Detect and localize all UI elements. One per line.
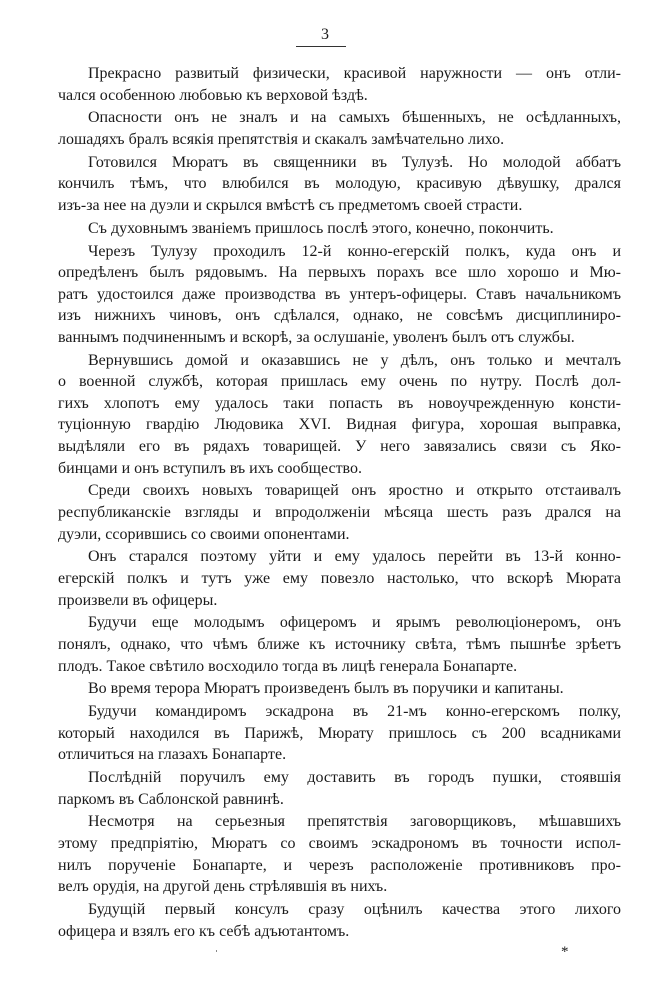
text-line: кончилъ тѣмъ, что влюбился въ молодую, красивую дѣвушку, дрался xyxy=(58,175,621,193)
text-line: выдѣляли его въ рядахъ товарищей. У него завязались связи съ Яко- xyxy=(58,438,621,456)
paragraph xyxy=(58,767,621,810)
text-line: плодъ. Такое свѣтило восходило тогда въ лицѣ генерала Бонапарте. xyxy=(58,657,518,675)
paragraph xyxy=(58,899,621,942)
text-line: Несмотря на серьезныя препятствія заговорщиковъ, мѣшавшихъ xyxy=(88,813,621,831)
text-line: Съ духовнымъ званіемъ пришлось послѣ этого, конечно, покончить. xyxy=(88,219,554,237)
text-line: нилъ порученіе Бонапарте, и черезъ расположеніе противниковъ про- xyxy=(58,856,621,874)
text-line: Вернувшись домой и оказавшись не у дѣлъ, онъ только и мечталъ xyxy=(88,351,621,369)
paragraph xyxy=(58,218,621,240)
paragraph xyxy=(58,678,621,700)
text-line: Прекрасно развитый физически, красивой наружности — онъ отли- xyxy=(88,65,621,82)
page-number-rule xyxy=(296,46,346,47)
footer-asterisk: * xyxy=(561,944,569,960)
paragraph xyxy=(58,241,621,349)
text-line: ратъ удостоился даже производства въ унтеръ-офицеры. Ставъ начальникомъ xyxy=(58,285,621,303)
scan-speck xyxy=(216,950,217,952)
text-line: который находился въ Парижѣ, Мюрату пришлось съ 200 всадниками xyxy=(58,724,621,742)
text-line: Во время терора Мюратъ произведенъ былъ въ поручики и капитаны. xyxy=(88,680,564,698)
text-line: паркомъ въ Саблонской равнинѣ. xyxy=(58,790,284,808)
text-line: Онъ старался поэтому уйти и ему удалось перейти въ 13-й конно- xyxy=(88,548,621,566)
paragraph xyxy=(58,701,621,766)
page-number: 3 xyxy=(321,26,329,43)
text-line: гихъ хлопотъ ему удалось таки попасть въ новоучрежденную консти- xyxy=(58,394,621,412)
paragraph xyxy=(58,811,621,897)
text-line: ваннымъ подчиненнымъ и вскорѣ, за ослушаніе, уволенъ былъ отъ службы. xyxy=(58,328,575,346)
text-line: Будучи еще молодымъ офицеромъ и ярымъ революціонеромъ, онъ xyxy=(88,614,621,632)
text-line: туціонную гвардію Людовика XVI. Видная фигура, хорошая выправка, xyxy=(58,416,621,434)
text-line: Готовился Мюратъ въ священники въ Тулузѣ. Но молодой аббатъ xyxy=(88,153,621,171)
text-line: опредѣленъ былъ рядовымъ. На первыхъ порахъ все шло хорошо и Мю- xyxy=(58,264,621,282)
paragraph xyxy=(58,480,621,545)
text-line: бинцами и онъ вступилъ въ ихъ сообщество. xyxy=(58,459,362,477)
text-line: республиканскіе взгляды и впродолженіи мѣсяца шесть разъ дрался на xyxy=(58,504,621,521)
text-line: произвели въ офицеры. xyxy=(58,591,218,609)
text-line: Среди своихъ новыхъ товарищей онъ яростно и открыто отстаивалъ xyxy=(88,482,621,500)
text-line: велъ орудія, на другой день стрѣлявшія въ нихъ. xyxy=(58,878,388,896)
text-line: понялъ, однако, что чѣмъ ближе къ источнику свѣта, тѣмъ пышнѣе зрѣетъ xyxy=(58,635,621,653)
text-line: Будучи командиромъ эскадрона въ 21-мъ конно-егерскомъ полку, xyxy=(88,703,621,721)
paragraph xyxy=(58,152,621,217)
text-line: отличиться на глазахъ Бонапарте. xyxy=(58,746,287,764)
text-line: Послѣдній поручилъ ему доставить въ городъ пушки, стоявшія xyxy=(88,769,621,787)
paragraph xyxy=(58,63,621,106)
paragraph xyxy=(58,612,621,677)
text-line: Черезъ Тулузу проходилъ 12-й конно-егерскій полкъ, куда онъ и xyxy=(88,242,621,260)
text-line: чался особенною любовью къ верховой ѣздѣ. xyxy=(58,86,368,104)
paragraph xyxy=(58,350,621,480)
text-line: дуэли, ссорившись со своими опонентами. xyxy=(58,525,350,543)
paragraph xyxy=(58,546,621,611)
text-line: изъ-за нее на дуэли и скрылся вмѣстѣ съ предметомъ своей страсти. xyxy=(58,196,523,214)
text-line: о военной службѣ, которая пришлась ему очень по нутру. Послѣ дол- xyxy=(58,373,621,391)
text-line: офицера и взялъ его къ себѣ адъютантомъ. xyxy=(58,922,350,940)
text-line: лошадяхъ бралъ всякія препятствія и скакалъ замѣчательно лихо. xyxy=(58,130,505,148)
text-line: Будущій первый консулъ сразу оцѣнилъ качества этого лихого xyxy=(88,901,621,918)
text-line: изъ нижнихъ чиновъ, онъ сдѣлался, однако, не совсѣмъ дисциплиниро- xyxy=(58,307,621,325)
text-line: этому предпріятію, Мюратъ со своимъ эскадрономъ въ точности испол- xyxy=(58,835,621,853)
paragraph xyxy=(58,107,621,150)
text-line: Опасности онъ не зналъ и на самыхъ бѣшенныхъ, не осѣдланныхъ, xyxy=(88,109,621,127)
text-line: егерскій полкъ и тутъ уже ему повезло настолько, что вскорѣ Мюрата xyxy=(58,569,621,587)
body-text xyxy=(58,63,621,943)
